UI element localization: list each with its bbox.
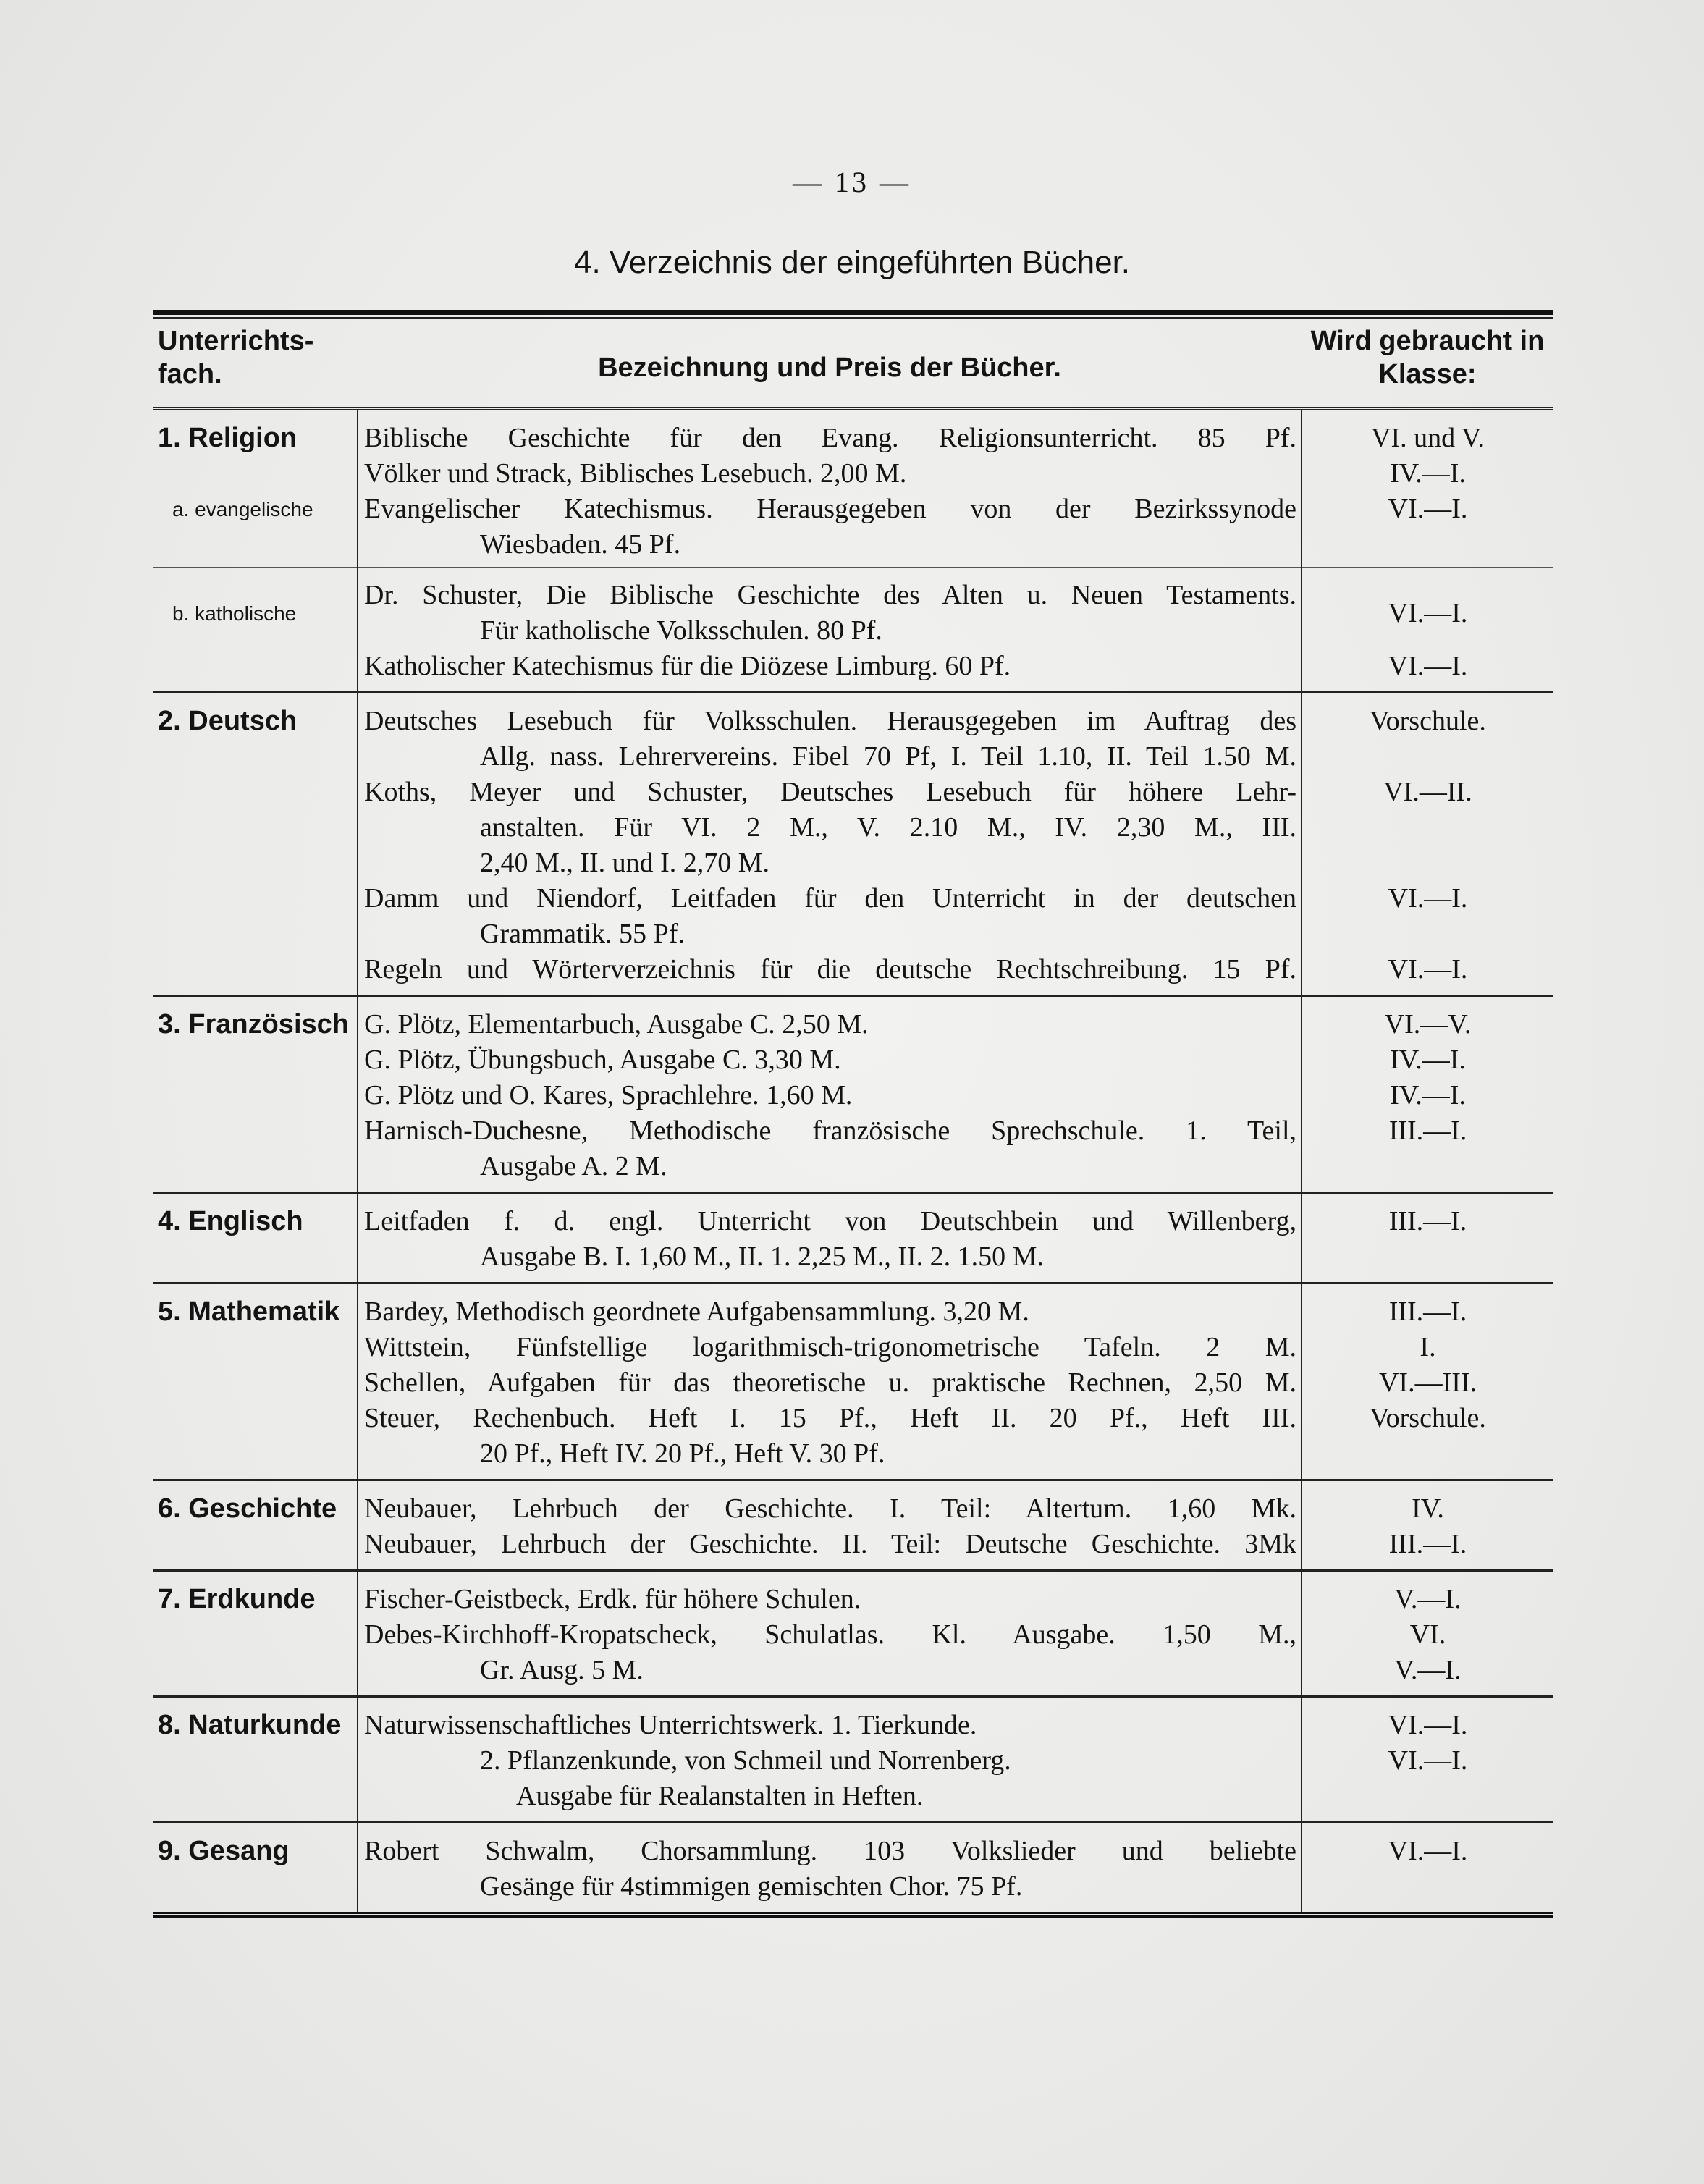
class-range: III.—I.	[1388, 1116, 1467, 1146]
book-entry: Schellen, Aufgaben für das theoretische u. praktische Rechnen, 2,50 M.	[364, 1367, 1296, 1398]
book-entry: Regeln und Wörterverzeichnis für die deutsche Rechtschreibung. 15 Pf.	[364, 954, 1296, 985]
book-entry: Wittstein, Fünfstellige logarithmisch-trigonometrische Tafeln. 2 M.	[364, 1332, 1296, 1362]
book-entry: Harnisch-Duchesne, Methodische französische Sprechschule. 1. Teil,	[364, 1116, 1296, 1146]
book-entry-continued: Ausgabe für Realanstalten in Heften.	[516, 1781, 924, 1811]
class-range: VI.	[1409, 1619, 1446, 1650]
class-range: VI.—I.	[1388, 1836, 1468, 1866]
book-entry: Koths, Meyer und Schuster, Deutsches Lesebuch für höhere Lehr-	[364, 777, 1296, 807]
header-classes: Wird gebraucht in Klasse:	[1302, 319, 1553, 409]
book-entry: Neubauer, Lehrbuch der Geschichte. I. Teil: Altertum. 1,60 Mk.	[364, 1493, 1296, 1524]
class-range: IV.—I.	[1390, 458, 1466, 489]
subject-deutsch: 2. Deutsch	[158, 706, 298, 736]
class-range: V.—I.	[1394, 1584, 1462, 1614]
subject-franzoesisch: 3. Französisch	[158, 1009, 349, 1040]
table-row	[153, 1193, 1553, 1283]
class-range: VI.—I.	[1388, 597, 1468, 628]
book-entry: Bardey, Methodisch geordnete Aufgabensammlung. 3,20 M.	[364, 1297, 1029, 1327]
table-row	[153, 996, 1553, 1043]
class-range: VI.—I.	[1388, 883, 1468, 914]
book-entry: Katholischer Katechismus für die Diözese Limburg. 60 Pf.	[364, 651, 1011, 681]
table-row	[153, 1617, 1553, 1653]
class-range: III.—I.	[1388, 1206, 1467, 1236]
book-entry-continued: Grammatik. 55 Pf.	[480, 919, 685, 949]
book-entry-continued: Gesänge für 4stimmigen gemischten Chor. 75 Pf.	[480, 1871, 1023, 1902]
class-range: IV.—I.	[1390, 1045, 1466, 1075]
book-entry: Dr. Schuster, Die Biblische Geschichte des Alten u. Neuen Testaments.	[364, 580, 1296, 610]
class-range: Vorschule.	[1370, 1403, 1486, 1433]
book-entry-continued: 20 Pf., Heft IV. 20 Pf., Heft V. 30 Pf.	[480, 1438, 885, 1469]
table-row	[153, 1779, 1553, 1823]
table-row	[153, 1743, 1553, 1779]
book-entry: Völker und Strack, Biblisches Lesebuch. 2,00 M.	[364, 458, 907, 489]
header-books: Bezeichnung und Preis der Bücher.	[358, 319, 1302, 409]
book-entry-continued: anstalten. Für VI. 2 M., V. 2.10 M., IV. 2,30 M., III.	[480, 812, 1296, 843]
book-entry-continued: Allg. nass. Lehrervereins. Fibel 70 Pf, I. Teil 1.10, II. Teil 1.50 M.	[480, 741, 1296, 772]
textbook-table	[153, 319, 1553, 1918]
table-row	[153, 1527, 1553, 1571]
book-entry: Fischer-Geistbeck, Erdk. für höhere Schulen.	[364, 1584, 861, 1614]
book-entry-continued: Ausgabe A. 2 M.	[480, 1151, 667, 1181]
top-rule	[153, 310, 1553, 315]
book-entry: Neubauer, Lehrbuch der Geschichte. II. Teil: Deutsche Geschichte. 3Mk	[364, 1529, 1296, 1559]
book-entry: Robert Schwalm, Chorsammlung. 103 Volkslieder und beliebte	[364, 1836, 1296, 1866]
book-entry: Steuer, Rechenbuch. Heft I. 15 Pf., Heft II. 20 Pf., Heft III.	[364, 1403, 1296, 1433]
table-header-row	[153, 319, 1553, 409]
table-row	[153, 492, 1553, 568]
class-range: I.	[1420, 1332, 1436, 1362]
subject-mathematik: 5. Mathematik	[158, 1297, 340, 1327]
book-entry: Evangelischer Katechismus. Herausgegeben von der Bezirkssynode	[364, 494, 1296, 524]
subject-englisch: 4. Englisch	[158, 1206, 303, 1236]
table-row	[153, 1078, 1553, 1113]
class-range: IV.—I.	[1390, 1080, 1466, 1110]
subject-religion-katholisch: b. katholische	[172, 602, 297, 625]
class-range: III.—I.	[1388, 1297, 1467, 1327]
subject-naturkunde: 8. Naturkunde	[158, 1710, 342, 1740]
table-row	[153, 1480, 1553, 1527]
class-range: IV.	[1412, 1493, 1444, 1524]
table-row	[153, 409, 1553, 457]
table-row	[153, 568, 1553, 649]
book-entry-continued: Gr. Ausg. 5 M.	[480, 1655, 644, 1685]
book-entry: G. Plötz und O. Kares, Sprachlehre. 1,60 M.	[364, 1080, 853, 1110]
table-row	[153, 1283, 1553, 1331]
class-range: VI.—V.	[1384, 1009, 1472, 1040]
table-row	[153, 775, 1553, 881]
table-row	[153, 1823, 1553, 1915]
table-row	[153, 1365, 1553, 1401]
class-range: III.—I.	[1388, 1529, 1467, 1559]
table-row	[153, 952, 1553, 996]
class-range: VI. und V.	[1371, 423, 1485, 453]
subject-geschichte: 6. Geschichte	[158, 1493, 337, 1524]
book-entry-continued: Für katholische Volksschulen. 80 Pf.	[480, 615, 882, 646]
class-range: V.—I.	[1394, 1655, 1462, 1685]
table-row	[153, 649, 1553, 693]
table-row	[153, 1113, 1553, 1193]
class-range: VI.—I.	[1388, 954, 1468, 985]
book-entry-continued: 2,40 M., II. und I. 2,70 M.	[480, 848, 770, 878]
subject-gesang: 9. Gesang	[158, 1836, 290, 1866]
book-entry: Deutsches Lesebuch für Volksschulen. Herausgegeben im Auftrag des	[364, 706, 1296, 736]
header-subject: Unterrichts- fach.	[153, 319, 358, 409]
class-range: VI.—I.	[1388, 651, 1468, 681]
book-entry: Debes-Kirchhoff-Kropatscheck, Schulatlas. Kl. Ausgabe. 1,50 M.,	[364, 1619, 1296, 1650]
class-range: VI.—I.	[1388, 1710, 1468, 1740]
table-row	[153, 881, 1553, 952]
class-range: VI.—I.	[1388, 1745, 1468, 1776]
book-entry: Damm und Niendorf, Leitfaden für den Unterricht in der deutschen	[364, 883, 1296, 914]
class-range: VI.—I.	[1388, 494, 1468, 524]
book-entry-continued: Ausgabe B. I. 1,60 M., II. 1. 2,25 M., II. 2. 1.50 M.	[480, 1241, 1044, 1272]
book-entry: Biblische Geschichte für den Evang. Religionsunterricht. 85 Pf.	[364, 423, 1296, 453]
subject-erdkunde: 7. Erdkunde	[158, 1584, 316, 1614]
table-row	[153, 1697, 1553, 1744]
table-row	[153, 1653, 1553, 1697]
table-row	[153, 456, 1553, 492]
class-range: VI.—III.	[1378, 1367, 1477, 1398]
class-range: Vorschule.	[1370, 706, 1486, 736]
subject-religion: 1. Religion	[158, 423, 298, 453]
table-row	[153, 1330, 1553, 1365]
book-entry: Naturwissenschaftliches Unterrichtswerk. 1. Tierkunde.	[364, 1710, 977, 1740]
subject-religion-evangelisch: a. evangelische	[172, 498, 313, 520]
book-entry-continued: Wiesbaden. 45 Pf.	[480, 529, 681, 560]
table-row	[153, 1042, 1553, 1078]
book-entry-continued: 2. Pflanzenkunde, von Schmeil und Norrenberg.	[480, 1745, 1011, 1776]
table-row	[153, 1571, 1553, 1618]
table-row	[153, 693, 1553, 775]
table-row	[153, 1401, 1553, 1480]
class-range: VI.—II.	[1383, 777, 1472, 807]
book-entry: G. Plötz, Übungsbuch, Ausgabe C. 3,30 M.	[364, 1045, 841, 1075]
page-number: — 13 —	[793, 166, 911, 198]
section-title: 4. Verzeichnis der eingeführten Bücher.	[573, 245, 1131, 280]
book-entry: G. Plötz, Elementarbuch, Ausgabe C. 2,50 M.	[364, 1009, 869, 1040]
book-entry: Leitfaden f. d. engl. Unterricht von Deutschbein und Willenberg,	[364, 1206, 1296, 1236]
